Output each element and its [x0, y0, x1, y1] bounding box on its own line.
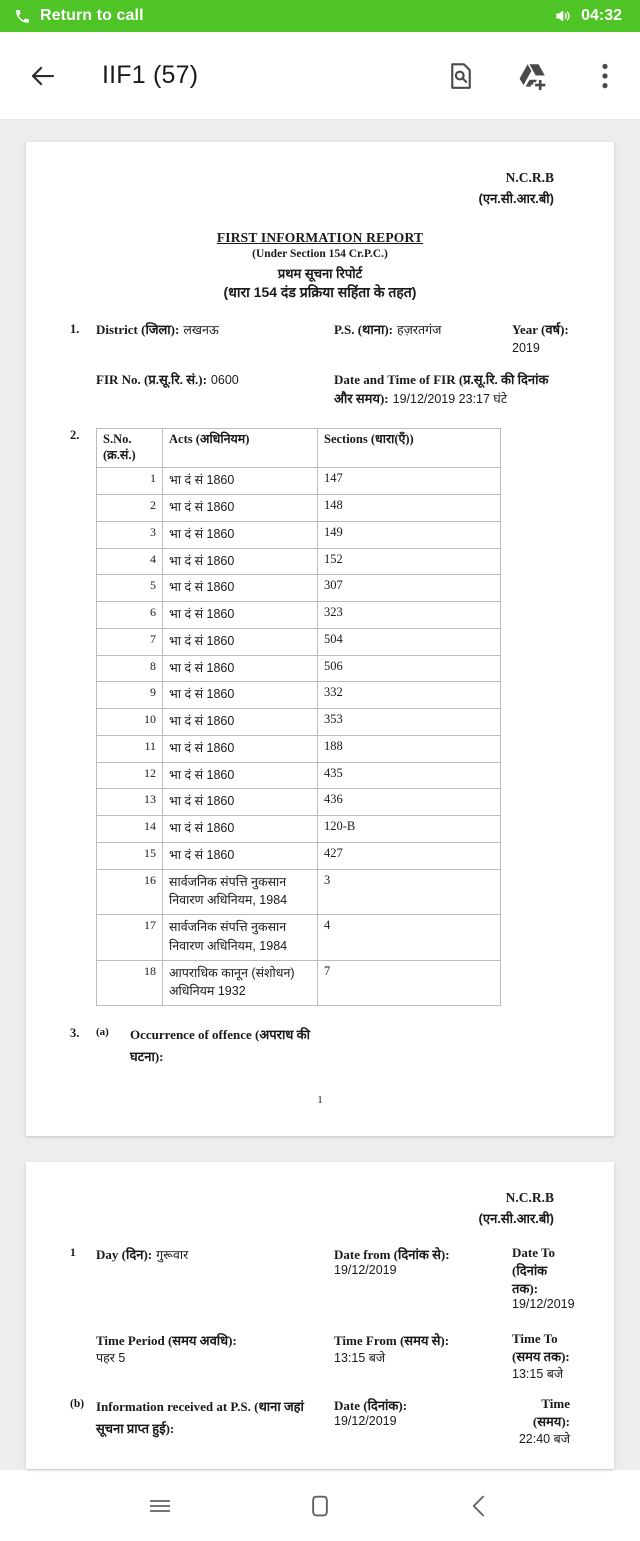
- information-time-field: [512, 1396, 570, 1447]
- cell-sno: 3: [97, 521, 163, 548]
- cell-act: भा दं सं 1860: [163, 655, 318, 682]
- cell-sno: 18: [97, 960, 163, 1006]
- table-row: [97, 915, 501, 961]
- cell-sno: 15: [97, 842, 163, 869]
- cell-sno: 8: [97, 655, 163, 682]
- information-received-label: Information received at P.S. (थाना जहां सूचना प्राप्त हुई):: [96, 1399, 304, 1436]
- date-to-value: 19/12/2019: [512, 1297, 575, 1312]
- form-item-1: [70, 320, 570, 408]
- fir-number-datetime-row: [96, 370, 570, 408]
- cell-sno: 12: [97, 762, 163, 789]
- ncrb-heading-page2: [70, 1188, 570, 1229]
- police-station-value: हज़रतगंज: [396, 323, 442, 338]
- cell-sno: 2: [97, 495, 163, 522]
- district-value: लखनऊ: [183, 323, 219, 338]
- document-viewer[interactable]: [0, 120, 640, 1469]
- date-from-field: [334, 1245, 512, 1311]
- phone-icon: [14, 8, 31, 25]
- cell-sno: 16: [97, 869, 163, 915]
- page-1-number: 1: [317, 1094, 323, 1107]
- cell-section: 435: [318, 762, 501, 789]
- fir-datetime-label: Date and Time of FIR (प्र.सू.रि. की दिनांक और समय):: [334, 372, 549, 407]
- fir-datetime-value: 19/12/2019 23:17 घंटे: [392, 392, 508, 407]
- cell-section: 188: [318, 735, 501, 762]
- report-subtitle-en: (Under Section 154 Cr.P.C.): [252, 248, 388, 261]
- document-page-1: [26, 142, 614, 1136]
- date-from-label: Date from (दिनांक से):: [334, 1247, 450, 1263]
- cell-section: 504: [318, 628, 501, 655]
- occurrence-of-offence-label: Occurrence of offence (अपराध की घटना):: [130, 1027, 310, 1065]
- time-from-value: 13:15 बजे: [334, 1351, 386, 1366]
- form-item-3-number: 3.: [70, 1026, 80, 1041]
- ncrb-heading-en: N.C.R.B: [505, 170, 554, 185]
- ncrb-heading: [70, 168, 570, 209]
- report-title-hi: प्रथम सूचना रिपोर्ट: [277, 265, 363, 281]
- cell-sno: 4: [97, 548, 163, 575]
- ncrb-heading-en-page2: N.C.R.B: [505, 1190, 554, 1206]
- table-row: [97, 869, 501, 915]
- table-row: [97, 468, 501, 495]
- district-label: District (जिला):: [96, 322, 180, 338]
- information-date-label: Date (दिनांक):: [334, 1398, 408, 1414]
- form-item-3: [70, 1024, 570, 1068]
- table-row: [97, 655, 501, 682]
- table-row: [97, 709, 501, 736]
- back-arrow-icon: [28, 61, 58, 91]
- return-to-call-action[interactable]: [14, 8, 144, 25]
- day-value: गुरूवार: [156, 1248, 189, 1263]
- cell-act: भा दं सं 1860: [163, 575, 318, 602]
- document-title: IIF1 (57): [102, 61, 199, 89]
- information-time-label: Time (समय):: [532, 1396, 570, 1430]
- table-row: [97, 816, 501, 843]
- day-field: [96, 1245, 334, 1311]
- information-time-value: 22:40 बजे: [518, 1432, 570, 1447]
- time-period-field: [96, 1331, 334, 1382]
- report-title-block: [70, 229, 570, 302]
- menu-icon: [145, 1491, 175, 1521]
- form-item-3-sub: (a): [96, 1026, 109, 1039]
- cell-sno: 14: [97, 816, 163, 843]
- day-label: Day (दिन):: [96, 1247, 153, 1263]
- time-to-field: [512, 1331, 575, 1382]
- acts-sections-table: [96, 428, 501, 1006]
- add-to-drive-button[interactable]: [516, 57, 550, 95]
- home-button[interactable]: [292, 1478, 348, 1534]
- time-period-value: पहर 5: [96, 1351, 126, 1366]
- table-row: [97, 575, 501, 602]
- cell-act: भा दं सं 1860: [163, 628, 318, 655]
- home-square-icon: [305, 1491, 335, 1521]
- column-header-sno: S.No. (क्र.सं.): [97, 429, 163, 468]
- cell-sno: 10: [97, 709, 163, 736]
- cell-act: भा दं सं 1860: [163, 709, 318, 736]
- cell-sno: 5: [97, 575, 163, 602]
- overflow-menu-icon: [602, 63, 608, 89]
- information-received-sub: (b): [70, 1398, 85, 1411]
- cell-section: 148: [318, 495, 501, 522]
- app-bar: [0, 32, 640, 120]
- cell-section: 147: [318, 468, 501, 495]
- cell-section: 7: [318, 960, 501, 1006]
- cell-section: 120-B: [318, 816, 501, 843]
- information-received-field: [96, 1396, 334, 1447]
- report-title-en: FIRST INFORMATION REPORT: [216, 230, 424, 246]
- cell-act: भा दं सं 1860: [163, 762, 318, 789]
- fir-number-value: 0600: [210, 373, 239, 388]
- cell-section: 152: [318, 548, 501, 575]
- cell-sno: 9: [97, 682, 163, 709]
- cell-act: भा दं सं 1860: [163, 602, 318, 629]
- system-navigation-bar: [0, 1469, 640, 1541]
- column-header-sections: Sections (धारा(एँ)): [318, 429, 501, 468]
- cell-section: 3: [318, 869, 501, 915]
- information-received-block: [70, 1396, 570, 1447]
- table-header-row: [97, 429, 501, 468]
- cell-act: भा दं सं 1860: [163, 735, 318, 762]
- year-value: 2019: [512, 341, 540, 356]
- table-row: [97, 602, 501, 629]
- cell-act: भा दं सं 1860: [163, 816, 318, 843]
- time-period-label: Time Period (समय अवधि):: [96, 1333, 237, 1349]
- cell-sno: 7: [97, 628, 163, 655]
- district-field: [96, 320, 334, 357]
- cell-sno: 17: [97, 915, 163, 961]
- cell-section: 436: [318, 789, 501, 816]
- report-subtitle-hi: (धारा 154 दंड प्रक्रिया सहिंता के तहत): [223, 284, 417, 301]
- date-to-field: [512, 1245, 575, 1311]
- cell-section: 332: [318, 682, 501, 709]
- district-ps-year-row: [96, 320, 570, 357]
- cell-act: भा दं सं 1860: [163, 842, 318, 869]
- ncrb-heading-hi: (एन.सी.आर.बी): [478, 190, 554, 206]
- day-date-row: [96, 1245, 575, 1311]
- year-field: [512, 320, 570, 357]
- table-row: [97, 682, 501, 709]
- volume-icon: [554, 7, 572, 25]
- cell-section: 427: [318, 842, 501, 869]
- cell-act: भा दं सं 1860: [163, 495, 318, 522]
- information-date-value: 19/12/2019: [334, 1414, 397, 1429]
- cell-act: सार्वजनिक संपत्ति नुकसान निवारण अधिनियम, 1984: [163, 869, 318, 915]
- cell-section: 149: [318, 521, 501, 548]
- date-from-value: 19/12/2019: [334, 1263, 397, 1278]
- table-row: [97, 842, 501, 869]
- occurrence-detail-block: [70, 1245, 575, 1382]
- form-item-1-number: 1.: [70, 322, 80, 337]
- return-to-call-label: Return to call: [40, 7, 144, 24]
- app-bar-actions: [444, 57, 622, 95]
- find-in-document-button[interactable]: [444, 57, 478, 95]
- date-to-label: Date To (दिनांक तक):: [512, 1245, 555, 1297]
- information-date-field: [334, 1396, 512, 1447]
- cell-section: 506: [318, 655, 501, 682]
- add-to-drive-icon: [517, 61, 549, 91]
- form-item-2: [70, 426, 570, 1006]
- fir-number-field: [96, 370, 334, 408]
- document-page-2: [26, 1162, 614, 1469]
- police-station-field: [334, 320, 512, 357]
- cell-act: आपराधिक कानून (संशोधन) अधिनियम 1932: [163, 960, 318, 1006]
- call-timer: 04:32: [581, 7, 622, 24]
- year-label: Year (वर्ष):: [512, 322, 569, 338]
- cell-section: 353: [318, 709, 501, 736]
- time-from-field: [334, 1331, 512, 1382]
- table-row: [97, 495, 501, 522]
- fir-number-label: FIR No. (प्र.सू.रि. सं.):: [96, 372, 207, 388]
- time-from-label: Time From (समय से):: [334, 1333, 450, 1349]
- back-chevron-icon: [465, 1491, 495, 1521]
- form-item-2-number: 2.: [70, 428, 80, 443]
- police-station-label: P.S. (थाना):: [334, 322, 393, 338]
- cell-act: सार्वजनिक संपत्ति नुकसान निवारण अधिनियम, 1984: [163, 915, 318, 961]
- cell-act: भा दं सं 1860: [163, 548, 318, 575]
- cell-act: भा दं सं 1860: [163, 521, 318, 548]
- fir-datetime-field: [334, 370, 570, 408]
- back-nav-button[interactable]: [452, 1478, 508, 1534]
- cell-sno: 13: [97, 789, 163, 816]
- table-row: [97, 521, 501, 548]
- cell-sno: 1: [97, 468, 163, 495]
- cell-section: 4: [318, 915, 501, 961]
- table-row: [97, 628, 501, 655]
- column-header-acts: Acts (अधिनियम): [163, 429, 318, 468]
- cell-section: 307: [318, 575, 501, 602]
- table-row: [97, 960, 501, 1006]
- cell-act: भा दं सं 1860: [163, 468, 318, 495]
- recents-button[interactable]: [132, 1478, 188, 1534]
- table-row: [97, 789, 501, 816]
- table-row: [97, 735, 501, 762]
- table-row: [97, 762, 501, 789]
- time-to-value: 13:15 बजे: [512, 1367, 564, 1382]
- ongoing-call-bar[interactable]: [0, 0, 640, 32]
- cell-act: भा दं सं 1860: [163, 789, 318, 816]
- table-row: [97, 548, 501, 575]
- time-to-label: Time To (समय तक):: [512, 1331, 570, 1365]
- call-status-right: [554, 7, 622, 25]
- cell-act: भा दं सं 1860: [163, 682, 318, 709]
- overflow-menu-button[interactable]: [588, 57, 622, 95]
- information-received-row: [96, 1396, 570, 1447]
- ncrb-heading-hi-page2: (एन.सी.आर.बी): [478, 1211, 554, 1227]
- occurrence-row-number: 1: [70, 1247, 76, 1260]
- cell-section: 323: [318, 602, 501, 629]
- time-period-row: [96, 1331, 575, 1382]
- cell-sno: 6: [97, 602, 163, 629]
- back-button[interactable]: [26, 57, 60, 95]
- find-in-document-icon: [446, 61, 476, 91]
- cell-sno: 11: [97, 735, 163, 762]
